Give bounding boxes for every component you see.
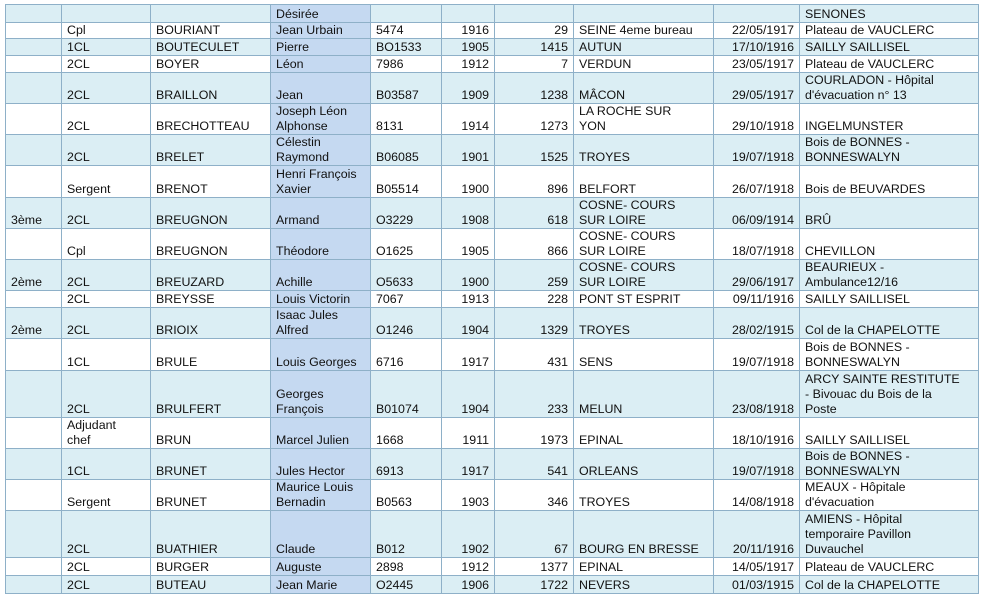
matricule-cell: 6913 [371,449,442,480]
first-names-cell: Isaac Jules Alfred [271,308,371,339]
recruitment-number-cell: 233 [495,371,574,418]
rank-note-cell [6,56,62,73]
surname-cell [151,5,271,23]
recruitment-office-cell [574,5,714,23]
rank-note-cell [6,104,62,135]
surname-cell: BREUGNON [151,198,271,229]
table-row [6,449,979,480]
recruitment-office-cell: ORLEANS [574,449,714,480]
death-date-cell: 06/09/1914 [714,198,800,229]
table-row [6,39,979,56]
rank-note-cell [6,371,62,418]
first-names-cell: Jean Urbain [271,23,371,39]
surname-cell: BRECHOTTEAU [151,104,271,135]
table-row [6,576,979,594]
table-row [6,198,979,229]
matricule-cell: 8131 [371,104,442,135]
death-place-cell: CHEVILLON [800,229,979,260]
class-year-cell: 1905 [442,39,495,56]
register-rows [6,5,979,594]
table-row [6,480,979,511]
recruitment-office-cell: TROYES [574,480,714,511]
matricule-cell: 7067 [371,291,442,308]
grade-cell: Cpl [62,229,151,260]
first-names-cell: Auguste [271,558,371,576]
table-row [6,5,979,23]
surname-cell: BRELET [151,135,271,166]
matricule-cell: 7986 [371,56,442,73]
matricule-cell: O1625 [371,229,442,260]
death-place-cell: SAILLY SAILLISEL [800,418,979,449]
rank-note-cell [6,5,62,23]
death-date-cell: 28/02/1915 [714,308,800,339]
recruitment-office-cell: NEVERS [574,576,714,594]
recruitment-number-cell [495,5,574,23]
death-date-cell: 09/11/1916 [714,291,800,308]
grade-cell: 2CL [62,135,151,166]
surname-cell: BUTEAU [151,576,271,594]
table-row [6,511,979,558]
table-row [6,371,979,418]
class-year-cell: 1901 [442,135,495,166]
grade-cell: 2CL [62,56,151,73]
matricule-cell: B01074 [371,371,442,418]
recruitment-office-cell: TROYES [574,135,714,166]
recruitment-number-cell: 541 [495,449,574,480]
surname-cell: BOYER [151,56,271,73]
grade-cell: 1CL [62,449,151,480]
death-place-cell: BRÛ [800,198,979,229]
first-names-cell: Louis Victorin [271,291,371,308]
death-date-cell: 19/07/1918 [714,449,800,480]
death-place-cell: SENONES [800,5,979,23]
recruitment-number-cell: 1377 [495,558,574,576]
surname-cell: BOURIANT [151,23,271,39]
table-row [6,73,979,104]
death-date-cell [714,5,800,23]
recruitment-number-cell: 1525 [495,135,574,166]
first-names-cell: Jules Hector [271,449,371,480]
rank-note-cell [6,23,62,39]
recruitment-office-cell: SEINE 4eme bureau [574,23,714,39]
class-year-cell: 1917 [442,339,495,371]
recruitment-number-cell: 431 [495,339,574,371]
table-row [6,418,979,449]
matricule-cell: O3229 [371,198,442,229]
surname-cell: BREUZARD [151,260,271,291]
grade-cell: 2CL [62,104,151,135]
table-row [6,291,979,308]
rank-note-cell [6,291,62,308]
grade-cell: 2CL [62,198,151,229]
recruitment-office-cell: COSNE- COURS SUR LOIRE [574,260,714,291]
recruitment-office-cell: MÂCON [574,73,714,104]
first-names-cell: Georges François [271,371,371,418]
rank-note-cell [6,418,62,449]
recruitment-office-cell: TROYES [574,308,714,339]
table-row [6,308,979,339]
rank-note-cell [6,39,62,56]
rank-note-cell [6,229,62,260]
matricule-cell: O2445 [371,576,442,594]
death-date-cell: 23/05/1917 [714,56,800,73]
death-date-cell: 19/07/1918 [714,339,800,371]
recruitment-office-cell: AUTUN [574,39,714,56]
death-date-cell: 14/05/1917 [714,558,800,576]
recruitment-office-cell: COSNE- COURS SUR LOIRE [574,229,714,260]
table-row [6,229,979,260]
death-date-cell: 22/05/1917 [714,23,800,39]
first-names-cell: Désirée [271,5,371,23]
grade-cell: 1CL [62,339,151,371]
death-place-cell: Bois de BONNES - BONNESWALYN [800,339,979,371]
recruitment-number-cell: 7 [495,56,574,73]
matricule-cell: 1668 [371,418,442,449]
surname-cell: BRULE [151,339,271,371]
table-row [6,166,979,198]
surname-cell: BRAILLON [151,73,271,104]
matricule-cell [371,5,442,23]
recruitment-number-cell: 1722 [495,576,574,594]
rank-note-cell: 2ème [6,308,62,339]
surname-cell: BRENOT [151,166,271,198]
death-place-cell: Col de la CHAPELOTTE [800,308,979,339]
death-place-cell: Plateau de VAUCLERC [800,56,979,73]
recruitment-office-cell: BOURG EN BRESSE [574,511,714,558]
rank-note-cell [6,480,62,511]
death-date-cell: 23/08/1918 [714,371,800,418]
surname-cell: BREYSSE [151,291,271,308]
class-year-cell: 1903 [442,480,495,511]
matricule-cell: B012 [371,511,442,558]
recruitment-office-cell: EPINAL [574,558,714,576]
class-year-cell: 1904 [442,371,495,418]
recruitment-number-cell: 259 [495,260,574,291]
first-names-cell: Jean Marie [271,576,371,594]
grade-cell: 1CL [62,39,151,56]
grade-cell: 2CL [62,73,151,104]
class-year-cell: 1916 [442,23,495,39]
class-year-cell: 1913 [442,291,495,308]
recruitment-number-cell: 866 [495,229,574,260]
first-names-cell: Louis Georges [271,339,371,371]
death-place-cell: Bois de BONNES - BONNESWALYN [800,135,979,166]
rank-note-cell [6,511,62,558]
grade-cell: Sergent [62,166,151,198]
table-row [6,558,979,576]
first-names-cell: Léon [271,56,371,73]
death-date-cell: 26/07/1918 [714,166,800,198]
death-date-cell: 18/07/1918 [714,229,800,260]
first-names-cell: Théodore [271,229,371,260]
class-year-cell: 1914 [442,104,495,135]
surname-cell: BURGER [151,558,271,576]
surname-cell: BREUGNON [151,229,271,260]
death-date-cell: 01/03/1915 [714,576,800,594]
first-names-cell: Claude [271,511,371,558]
table-row [6,23,979,39]
death-place-cell: COURLADON - Hôpital d'évacuation n° 13 [800,73,979,104]
table-row [6,104,979,135]
death-place-cell: INGELMUNSTER [800,104,979,135]
first-names-cell: Joseph Léon Alphonse [271,104,371,135]
recruitment-number-cell: 1329 [495,308,574,339]
recruitment-office-cell: VERDUN [574,56,714,73]
recruitment-number-cell: 896 [495,166,574,198]
table-row [6,56,979,73]
rank-note-cell [6,135,62,166]
surname-cell: BRUNET [151,449,271,480]
recruitment-number-cell: 1973 [495,418,574,449]
death-place-cell: SAILLY SAILLISEL [800,39,979,56]
class-year-cell: 1908 [442,198,495,229]
recruitment-number-cell: 618 [495,198,574,229]
matricule-cell: B05514 [371,166,442,198]
grade-cell: 2CL [62,291,151,308]
surname-cell: BRIOIX [151,308,271,339]
class-year-cell: 1906 [442,576,495,594]
grade-cell: 2CL [62,371,151,418]
death-date-cell: 18/10/1916 [714,418,800,449]
matricule-cell: 6716 [371,339,442,371]
grade-cell [62,5,151,23]
recruitment-office-cell: MELUN [574,371,714,418]
soldier-register-table [5,4,979,594]
grade-cell: 2CL [62,558,151,576]
surname-cell: BRUNET [151,480,271,511]
surname-cell: BRUN [151,418,271,449]
death-place-cell: SAILLY SAILLISEL [800,291,979,308]
rank-note-cell [6,73,62,104]
recruitment-number-cell: 29 [495,23,574,39]
class-year-cell [442,5,495,23]
rank-note-cell: 3ème [6,198,62,229]
matricule-cell: B0563 [371,480,442,511]
death-place-cell: Bois de BEUVARDES [800,166,979,198]
grade-cell: Adjudant chef [62,418,151,449]
rank-note-cell: 2ème [6,260,62,291]
table-row [6,260,979,291]
surname-cell: BOUTECULET [151,39,271,56]
recruitment-number-cell: 1238 [495,73,574,104]
class-year-cell: 1912 [442,558,495,576]
death-date-cell: 20/11/1916 [714,511,800,558]
surname-cell: BRULFERT [151,371,271,418]
recruitment-number-cell: 1415 [495,39,574,56]
death-place-cell: BEAURIEUX - Ambulance12/16 [800,260,979,291]
grade-cell: Cpl [62,23,151,39]
class-year-cell: 1905 [442,229,495,260]
death-date-cell: 29/10/1918 [714,104,800,135]
rank-note-cell [6,576,62,594]
rank-note-cell [6,166,62,198]
matricule-cell: B06085 [371,135,442,166]
class-year-cell: 1917 [442,449,495,480]
death-place-cell: Plateau de VAUCLERC [800,23,979,39]
class-year-cell: 1904 [442,308,495,339]
class-year-cell: 1902 [442,511,495,558]
matricule-cell: O1246 [371,308,442,339]
recruitment-office-cell: COSNE- COURS SUR LOIRE [574,198,714,229]
grade-cell: 2CL [62,511,151,558]
first-names-cell: Maurice Louis Bernadin [271,480,371,511]
matricule-cell: BO1533 [371,39,442,56]
class-year-cell: 1912 [442,56,495,73]
death-date-cell: 14/08/1918 [714,480,800,511]
first-names-cell: Pierre [271,39,371,56]
recruitment-office-cell: SENS [574,339,714,371]
first-names-cell: Achille [271,260,371,291]
matricule-cell: B03587 [371,73,442,104]
death-place-cell: ARCY SAINTE RESTITUTE - Bivouac du Bois de la Poste [800,371,979,418]
table-row [6,339,979,371]
first-names-cell: Marcel Julien [271,418,371,449]
recruitment-office-cell: BELFORT [574,166,714,198]
matricule-cell: 5474 [371,23,442,39]
recruitment-number-cell: 1273 [495,104,574,135]
death-date-cell: 29/06/1917 [714,260,800,291]
table-row [6,135,979,166]
grade-cell: 2CL [62,260,151,291]
recruitment-number-cell: 228 [495,291,574,308]
surname-cell: BUATHIER [151,511,271,558]
recruitment-number-cell: 346 [495,480,574,511]
class-year-cell: 1900 [442,260,495,291]
death-date-cell: 29/05/1917 [714,73,800,104]
class-year-cell: 1900 [442,166,495,198]
rank-note-cell [6,449,62,480]
class-year-cell: 1909 [442,73,495,104]
class-year-cell: 1911 [442,418,495,449]
rank-note-cell [6,339,62,371]
grade-cell: 2CL [62,576,151,594]
death-place-cell: Plateau de VAUCLERC [800,558,979,576]
first-names-cell: Jean [271,73,371,104]
rank-note-cell [6,558,62,576]
grade-cell: 2CL [62,308,151,339]
first-names-cell: Henri François Xavier [271,166,371,198]
recruitment-office-cell: LA ROCHE SUR YON [574,104,714,135]
grade-cell: Sergent [62,480,151,511]
death-date-cell: 17/10/1916 [714,39,800,56]
death-date-cell: 19/07/1918 [714,135,800,166]
first-names-cell: Célestin Raymond [271,135,371,166]
recruitment-office-cell: EPINAL [574,418,714,449]
matricule-cell: 2898 [371,558,442,576]
death-place-cell: MEAUX - Hôpitale d'évacuation [800,480,979,511]
matricule-cell: O5633 [371,260,442,291]
death-place-cell: AMIENS - Hôpital temporaire Pavillon Duvauchel [800,511,979,558]
recruitment-number-cell: 67 [495,511,574,558]
death-place-cell: Col de la CHAPELOTTE [800,576,979,594]
first-names-cell: Armand [271,198,371,229]
death-place-cell: Bois de BONNES - BONNESWALYN [800,449,979,480]
recruitment-office-cell: PONT ST ESPRIT [574,291,714,308]
